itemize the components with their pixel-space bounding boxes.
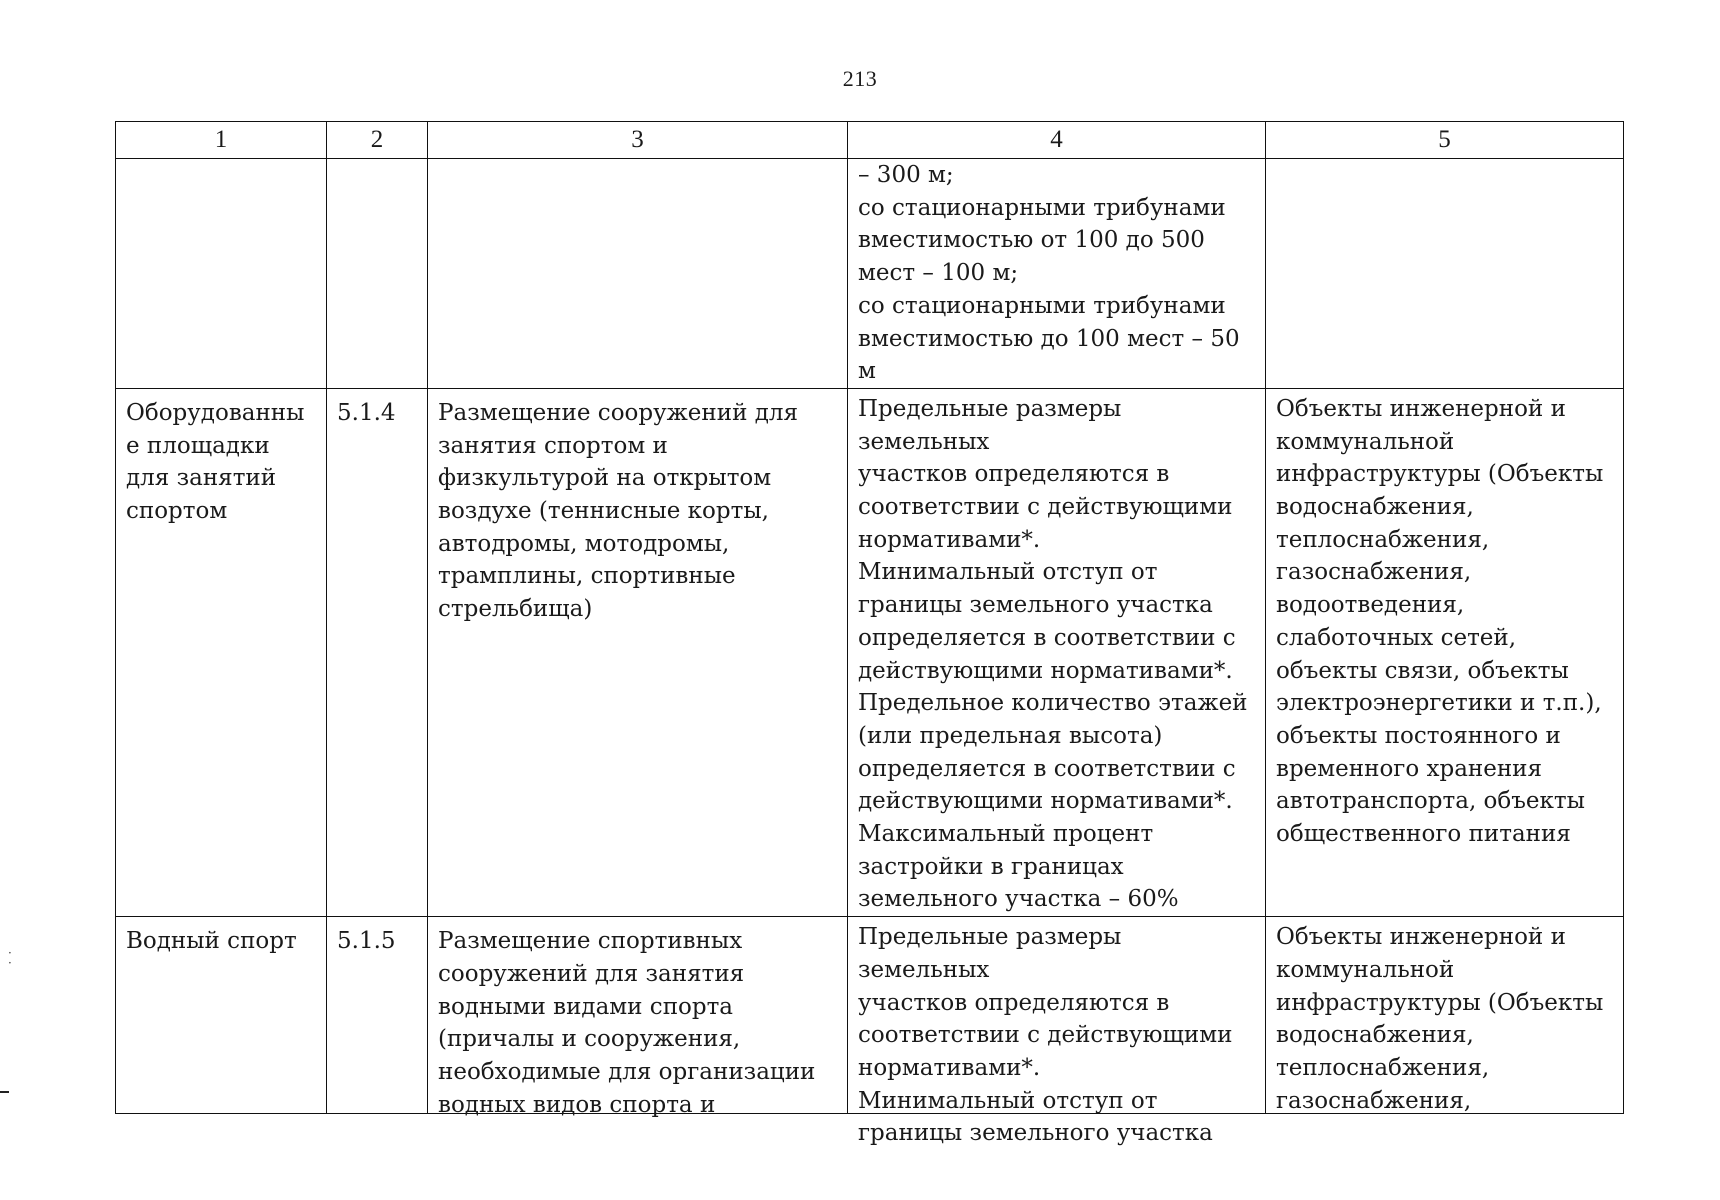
land-use-table [115,121,1624,1147]
table-row [116,159,1624,389]
column-number-3: 3 [428,122,848,159]
column-number-2: 2 [327,122,428,159]
use-description-cell: Размещение спортивных сооружений для занятия водными видами спорта (причалы и сооружения, необходимые для организации водных видов спорта и [428,917,848,1114]
use-code-cell: 5.1.5 [327,917,428,1114]
page-number: 213 [842,66,878,91]
use-name-cell: Оборудованны е площадки для занятий спортом [116,388,327,916]
auxiliary-uses-cell: Объекты инженерной и коммунальной инфраструктуры (Объекты водоснабжения, теплоснабжения, газоснабжения, [1266,917,1624,1114]
column-number-1: 1 [116,122,327,159]
use-description-cell [428,159,848,389]
table-header-row [116,122,1624,159]
parameters-cell: Предельные размеры земельных участков определяются в соответствии с действующими нормативами*. Минимальный отступ от границы земельного участка определяется в соответствии с действующими нормативами*. Предельное количество этажей (или предельная высота) определяется в соответствии с действующими нормативами*. Максимальный процент застройки в границах земельного участка – 60% [848,388,1266,916]
use-description-cell: Размещение сооружений для занятия спортом и физкультурой на открытом воздухе (теннисные корты, автодромы, мотодромы, трамплины, спортивные стрельбища) [428,388,848,916]
scan-edge-mark [0,1091,9,1093]
auxiliary-uses-cell [1266,159,1624,389]
scan-margin-marks: · · [8,946,12,970]
table-row [116,917,1624,1114]
use-code-cell [327,159,428,389]
use-name-cell: Водный спорт [116,917,327,1114]
parameters-cell: – 300 м; со стационарными трибунами вместимостью от 100 до 500 мест – 100 м; со стационарными трибунами вместимостью до 100 мест – 50 м [848,159,1266,389]
use-code-cell: 5.1.4 [327,388,428,916]
auxiliary-uses-cell: Объекты инженерной и коммунальной инфраструктуры (Объекты водоснабжения, теплоснабжения, газоснабжения, водоотведения, слаботочных сетей, объекты связи, объекты электроэнергетики и т.п.), объекты постоянного и временного хранения автотранспорта, объекты общественного питания [1266,388,1624,916]
column-number-5: 5 [1266,122,1624,159]
table-row [116,388,1624,916]
parameters-cell: Предельные размеры земельных участков определяются в соответствии с действующими нормативами*. Минимальный отступ от границы земельного участка [848,917,1266,1114]
use-name-cell [116,159,327,389]
column-number-4: 4 [848,122,1266,159]
